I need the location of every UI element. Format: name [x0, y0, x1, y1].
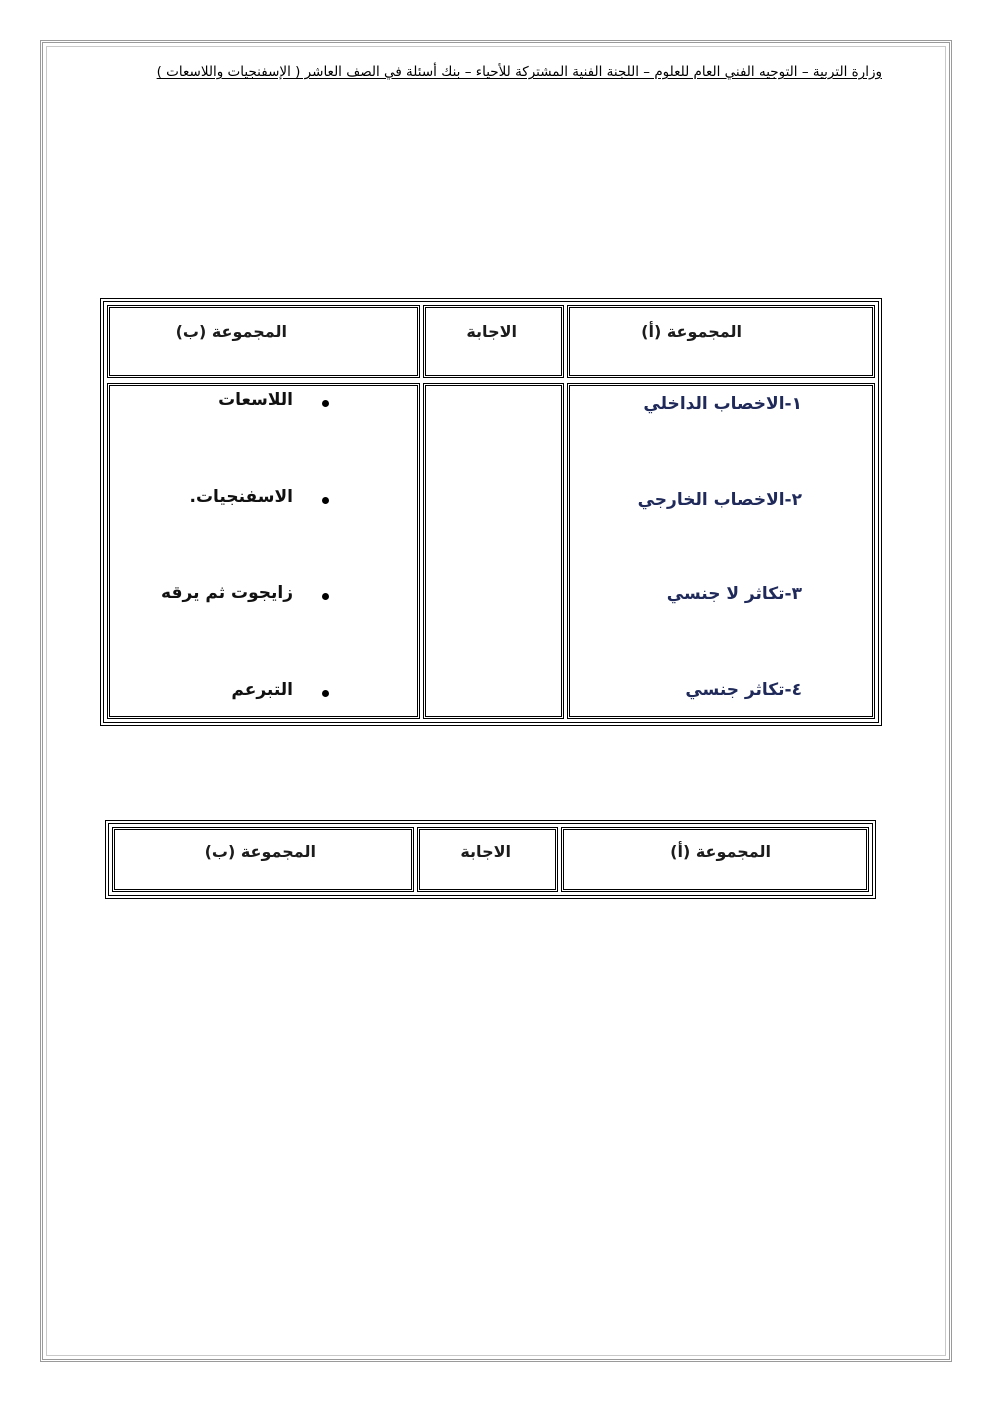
header-group-a-cell — [561, 827, 869, 892]
header-group-b: المجموعة (ب) — [204, 842, 316, 861]
group-b-item-3: زايجوت ثم يرقه — [161, 583, 293, 603]
group-b-item-2: الاسفنجيات. — [189, 487, 293, 507]
header-group-a: المجموعة (أ) — [641, 322, 742, 341]
header-group-b: المجموعة (ب) — [175, 322, 287, 341]
group-a-item-1: ١-الاخصاب الداخلي — [643, 394, 802, 414]
header-group-b-cell — [112, 827, 414, 892]
matching-table-1 — [100, 298, 882, 726]
header-answer: الاجابة — [466, 322, 517, 341]
header-answer-cell — [417, 827, 558, 892]
header-group-a: المجموعة (أ) — [670, 842, 771, 861]
group-b-items-cell — [107, 383, 420, 719]
header-group-a-cell — [567, 305, 875, 378]
bullet-icon — [322, 497, 329, 504]
group-a-item-3: ٣-تكاثر لا جنسي — [666, 584, 802, 604]
group-a-items-cell — [567, 383, 875, 719]
answer-input-cell[interactable] — [423, 383, 564, 719]
matching-table-2 — [105, 820, 876, 899]
bullet-icon — [322, 593, 329, 600]
header-group-b-cell — [107, 305, 420, 378]
bullet-icon — [322, 400, 329, 407]
group-a-item-2: ٢-الاخصاب الخارجي — [637, 490, 802, 510]
group-b-item-4: التبرعم — [231, 680, 293, 700]
bullet-icon — [322, 690, 329, 697]
header-answer: الاجابة — [460, 842, 511, 861]
header-answer-cell — [423, 305, 564, 378]
group-b-item-1: اللاسعات — [218, 390, 293, 410]
group-a-item-4: ٤-تكاثر جنسي — [685, 680, 802, 700]
page-header: وزارة التربية – التوجيه الفني العام للعلوم – اللجنة الفنية المشتركة للأحياء – بنك أسئلة في الصف العاشر ( الإسفنجيات واللاسعات ) — [156, 64, 882, 80]
